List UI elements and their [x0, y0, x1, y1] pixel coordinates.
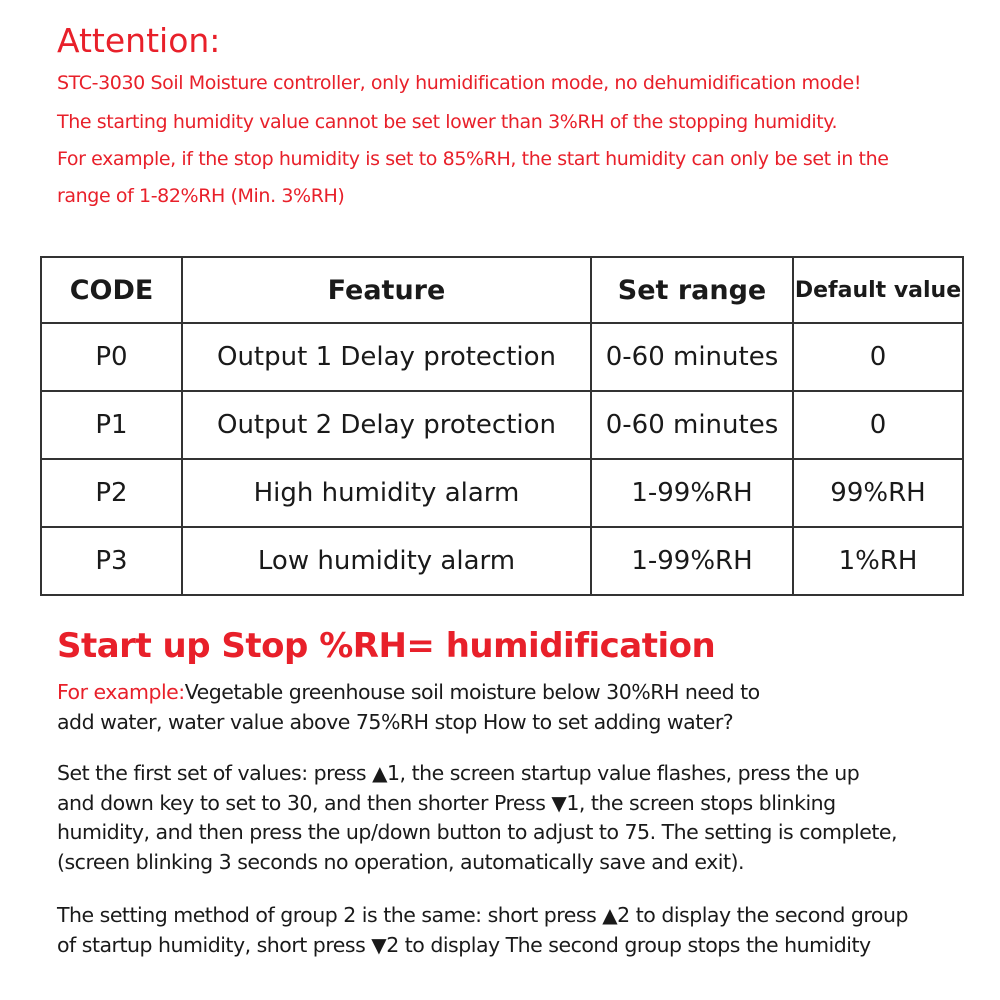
- attention-line-3: For example, if the stop humidity is set to 85%RH, the start humidity can only be set in the: [57, 148, 889, 170]
- parameter-table: [40, 256, 964, 596]
- step1-paragraph: [57, 759, 897, 877]
- cell-default: 0: [793, 391, 963, 459]
- cell-default: 0: [793, 323, 963, 391]
- cell-set-range: 0-60 minutes: [591, 391, 793, 459]
- step1-line-2: [57, 789, 897, 819]
- header-default-value: Default value: [793, 257, 963, 323]
- cell-feature: Output 1 Delay protection: [182, 323, 591, 391]
- step2-paragraph: [57, 901, 908, 960]
- step1-line-1: [57, 759, 897, 789]
- up-triangle-icon: ▲: [372, 761, 388, 785]
- down-triangle-icon: ▼: [551, 790, 567, 815]
- example-text-1: Vegetable greenhouse soil moisture below 30%RH need to: [184, 680, 760, 704]
- table-row: [41, 391, 963, 459]
- cell-code: P1: [41, 391, 182, 459]
- header-code: CODE: [41, 257, 182, 323]
- cell-feature: Output 2 Delay protection: [182, 391, 591, 459]
- step1-line-3: humidity, and then press the up/down button to adjust to 75. The setting is complete,: [57, 820, 898, 844]
- step2-line-2-b: 2 to display The second group stops the humidity: [386, 932, 871, 957]
- attention-line-1: STC-3030 Soil Moisture controller, only humidification mode, no dehumidification mode!: [57, 72, 862, 94]
- header-set-range: Set range: [591, 257, 793, 323]
- cell-feature: High humidity alarm: [182, 459, 591, 527]
- cell-default: 99%RH: [793, 459, 963, 527]
- step2-line-2: [57, 931, 908, 961]
- cell-set-range: 1-99%RH: [591, 527, 793, 595]
- cell-set-range: 1-99%RH: [591, 459, 793, 527]
- example-paragraph: [57, 678, 760, 737]
- example-line-1: [57, 678, 760, 708]
- header-feature: Feature: [182, 257, 591, 323]
- table-row: [41, 323, 963, 391]
- down-triangle-icon: ▼: [371, 932, 387, 957]
- table-row: [41, 527, 963, 595]
- attention-title: Attention:: [57, 21, 221, 60]
- table-row: [41, 459, 963, 527]
- cell-code: P2: [41, 459, 182, 527]
- up-triangle-icon: ▲: [602, 903, 618, 927]
- step2-line-1: [57, 901, 908, 931]
- step2-line-1-b: 2 to display the second group: [617, 903, 908, 927]
- example-line-2: add water, water value above 75%RH stop How to set adding water?: [57, 709, 734, 734]
- section-title: Start up Stop %RH= humidification: [57, 626, 716, 666]
- cell-default: 1%RH: [793, 527, 963, 595]
- step2-line-1-a: The setting method of group 2 is the same: short press: [57, 903, 603, 927]
- cell-code: P0: [41, 323, 182, 391]
- cell-feature: Low humidity alarm: [182, 527, 591, 595]
- step1-line-4: (screen blinking 3 seconds no operation, automatically save and exit).: [57, 849, 745, 874]
- cell-code: P3: [41, 527, 182, 595]
- example-label: For example:: [57, 680, 185, 704]
- attention-line-4: range of 1-82%RH (Min. 3%RH): [57, 185, 345, 207]
- table-header-row: [41, 257, 963, 323]
- step1-line-1-b: 1, the screen startup value flashes, press the up: [387, 761, 860, 785]
- cell-set-range: 0-60 minutes: [591, 323, 793, 391]
- step1-line-1-a: Set the first set of values: press: [57, 761, 373, 785]
- step1-line-2-a: and down key to set to 30, and then shorter Press: [57, 790, 552, 815]
- step1-line-2-b: 1, the screen stops blinking: [566, 790, 836, 815]
- step2-line-2-a: of startup humidity, short press: [57, 932, 372, 957]
- attention-line-2: The starting humidity value cannot be set lower than 3%RH of the stopping humidity.: [57, 111, 838, 133]
